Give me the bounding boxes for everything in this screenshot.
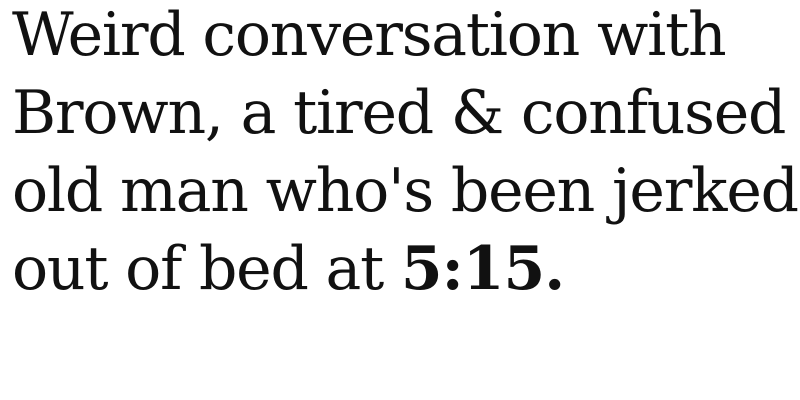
quote-line-4 [12,230,788,308]
quote-line-3: old man who's been jerked [12,156,798,226]
quote-line-1: Weird conversation with [12,0,726,70]
time-emphasis: 5:15. [400,234,565,304]
quote-text [12,0,798,308]
quote-line-4-text: out of bed at [12,234,401,304]
quote-line-2: Brown, a tired & confused [12,78,786,148]
